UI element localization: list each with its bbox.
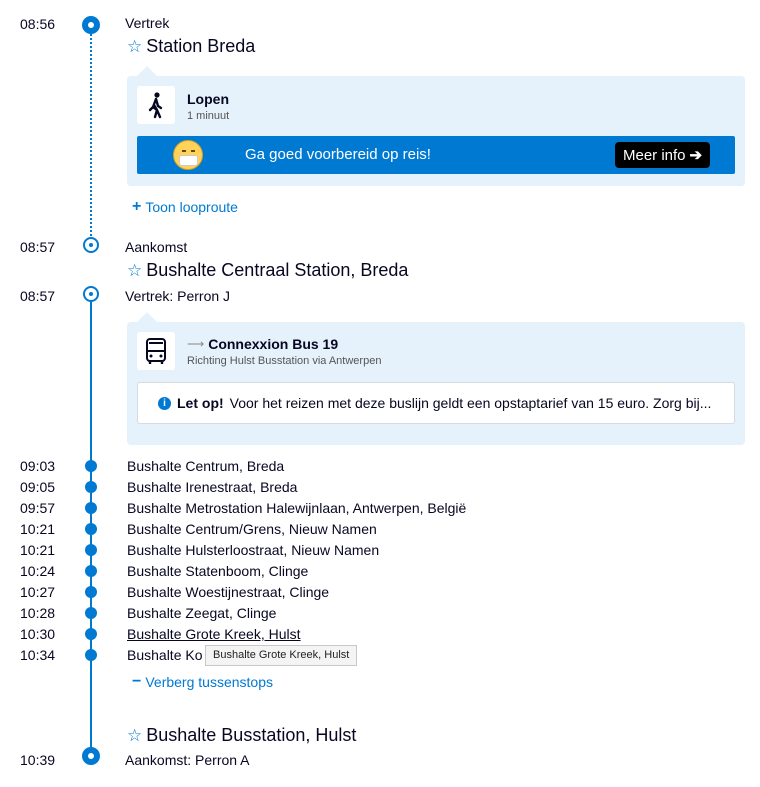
- stop-time: 10:34: [20, 647, 56, 663]
- bus-direction: Richting Hulst Busstation via Antwerpen: [187, 355, 382, 367]
- stop-name[interactable]: Bushalte Statenboom, Clinge: [127, 563, 309, 579]
- walk-dotted-line: [90, 30, 92, 240]
- bus-name: Connexxion Bus 19: [208, 336, 339, 352]
- stop-time: 10:21: [20, 542, 56, 558]
- stop-node: [85, 460, 97, 472]
- stop-node: [85, 544, 97, 556]
- favorite-star-icon[interactable]: ☆: [127, 36, 143, 56]
- stop-node: [85, 649, 97, 661]
- stop-node: [85, 523, 97, 535]
- stop-time: 10:27: [20, 584, 56, 600]
- stop-node: [85, 607, 97, 619]
- stop-name[interactable]: Bushalte Metrostation Halewijnlaan, Antwerpen, België: [127, 500, 467, 516]
- hide-stops-link[interactable]: [132, 673, 273, 691]
- walk-panel: [127, 76, 745, 186]
- transfer-stop-row: [127, 260, 408, 281]
- walking-icon: [137, 86, 175, 124]
- bus-panel: [127, 322, 745, 445]
- stop-tooltip: Bushalte Grote Kreek, Hulst: [205, 645, 357, 666]
- stop-name[interactable]: Bushalte Ko: [127, 647, 203, 663]
- stop-name[interactable]: Bushalte Hulsterloostraat, Nieuw Namen: [127, 542, 380, 558]
- stop-time: 10:21: [20, 521, 56, 537]
- show-walking-route-label: Toon looproute: [145, 199, 238, 215]
- arrival-node: [82, 747, 100, 765]
- stop-time: 10:30: [20, 626, 56, 642]
- transfer-departure-node: [83, 286, 99, 302]
- departure-station-row: [127, 36, 255, 57]
- favorite-star-icon[interactable]: ☆: [127, 260, 143, 280]
- transfer-departure-time: 08:57: [20, 288, 56, 304]
- info-icon: i: [158, 397, 171, 410]
- transfer-arrival-label: Aankomst: [125, 239, 188, 255]
- transfer-departure-label: Vertrek: Perron J: [125, 288, 231, 304]
- transfer-arrival-node: [83, 237, 99, 253]
- stop-time: 09:03: [20, 458, 56, 474]
- face-mask-emoji-icon: [173, 140, 203, 170]
- stop-node: [85, 628, 97, 640]
- stop-node: [85, 565, 97, 577]
- transfer-stop: Bushalte Centraal Station, Breda: [146, 260, 409, 280]
- notice-text: Voor het reizen met deze buslijn geldt een opstaptarief van 15 euro. Zorg bij...: [229, 395, 712, 411]
- stop-name[interactable]: Bushalte Woestijnestraat, Clinge: [127, 584, 330, 600]
- departure-label: Vertrek: [125, 15, 170, 31]
- stop-name[interactable]: Bushalte Zeegat, Clinge: [127, 605, 277, 621]
- arrival-stop: Bushalte Busstation, Hulst: [146, 725, 357, 745]
- stop-time: 09:57: [20, 500, 56, 516]
- departure-node: [82, 16, 100, 34]
- direction-arrow-icon: ⟶: [187, 337, 205, 351]
- stop-name[interactable]: Bushalte Centrum/Grens, Nieuw Namen: [127, 521, 377, 537]
- stop-time: 10:24: [20, 563, 56, 579]
- stop-name[interactable]: Bushalte Irenestraat, Breda: [127, 479, 298, 495]
- arrival-time: 10:39: [20, 752, 56, 768]
- stop-name[interactable]: Bushalte Centrum, Breda: [127, 458, 285, 474]
- show-walking-route-link[interactable]: [132, 198, 238, 216]
- stop-node: [85, 481, 97, 493]
- stop-node: [85, 502, 97, 514]
- banner-text: Ga goed voorbereid op reis!: [245, 146, 431, 163]
- more-info-label: Meer info: [623, 146, 686, 164]
- departure-station: Station Breda: [146, 36, 256, 56]
- hide-stops-label: Verberg tussenstops: [145, 674, 273, 690]
- transfer-arrival-time: 08:57: [20, 239, 56, 255]
- stop-time: 10:28: [20, 605, 56, 621]
- more-info-button[interactable]: [615, 142, 710, 168]
- stop-name[interactable]: Bushalte Grote Kreek, Hulst: [127, 626, 301, 642]
- minus-icon: −: [132, 673, 142, 690]
- arrival-label: Aankomst: Perron A: [125, 752, 250, 768]
- arrival-stop-row: [127, 725, 356, 746]
- plus-icon: +: [132, 198, 142, 215]
- favorite-star-icon[interactable]: ☆: [127, 725, 143, 745]
- stop-node: [85, 586, 97, 598]
- travel-banner[interactable]: [137, 136, 735, 174]
- bus-icon: [137, 332, 175, 370]
- walk-duration: 1 minuut: [187, 110, 230, 122]
- bus-notice[interactable]: [137, 382, 735, 424]
- arrow-right-icon: ➔: [689, 147, 703, 164]
- bus-title-row: [187, 336, 338, 352]
- stop-time: 09:05: [20, 479, 56, 495]
- departure-time: 08:56: [20, 16, 56, 32]
- walk-title: Lopen: [187, 91, 229, 107]
- notice-bold: Let op!: [177, 395, 224, 411]
